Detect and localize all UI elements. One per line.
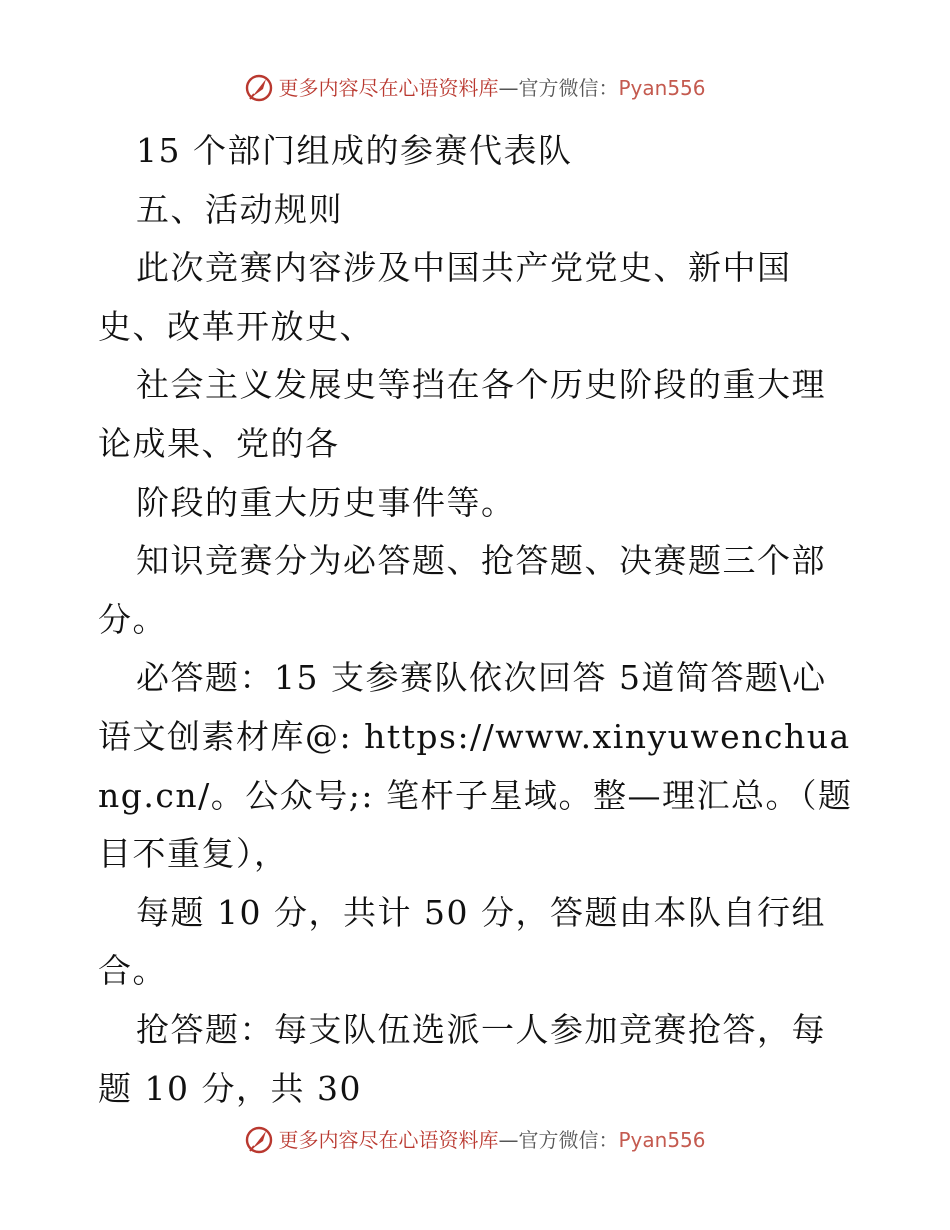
banner-wechat-id: Pyan556 [618, 76, 706, 100]
paragraph-3: 此次竞赛内容涉及中国共产党党史、新中国史、改革开放史、 [98, 248, 792, 346]
quill-logo-icon [244, 1125, 274, 1155]
banner-separator: — [498, 1128, 519, 1152]
banner-wechat-id: Pyan556 [618, 1128, 706, 1152]
paragraph-9: 抢答题：每支队伍选派一人参加竞赛抢答，每题 10 分，共 30 [98, 1009, 826, 1108]
header-banner [0, 72, 950, 105]
paragraph-8: 每题 10 分，共计 50 分，答题由本队自行组合。 [98, 892, 826, 991]
paragraph-7: 必答题：15 支参赛队依次回答 5道简答题\心语文创素材库@: https://www.xinyuwenchuang.cn/。公众号;: 笔杆子星域。整—理汇总。（题目不重复）， [98, 658, 853, 874]
quill-logo-icon [244, 73, 274, 103]
paragraph-2: 五、活动规则 [136, 189, 343, 229]
footer-banner [0, 1124, 950, 1157]
banner-wechat-label: 官方微信： [518, 76, 619, 100]
banner-brand: 更多内容尽在心语资料库 [278, 76, 499, 100]
paragraph-1: 15 个部门组成的参赛代表队 [136, 131, 573, 170]
paragraph-5: 阶段的重大历史事件等。 [136, 482, 516, 522]
banner-brand: 更多内容尽在心语资料库 [278, 1128, 499, 1152]
banner-separator: — [498, 76, 519, 100]
banner-wechat-label: 官方微信： [518, 1128, 619, 1152]
document-body [98, 122, 858, 1118]
paragraph-6: 知识竞赛分为必答题、抢答题、决赛题三个部分。 [98, 541, 826, 639]
paragraph-4: 社会主义发展史等挡在各个历史阶段的重大理论成果、党的各 [98, 365, 826, 463]
